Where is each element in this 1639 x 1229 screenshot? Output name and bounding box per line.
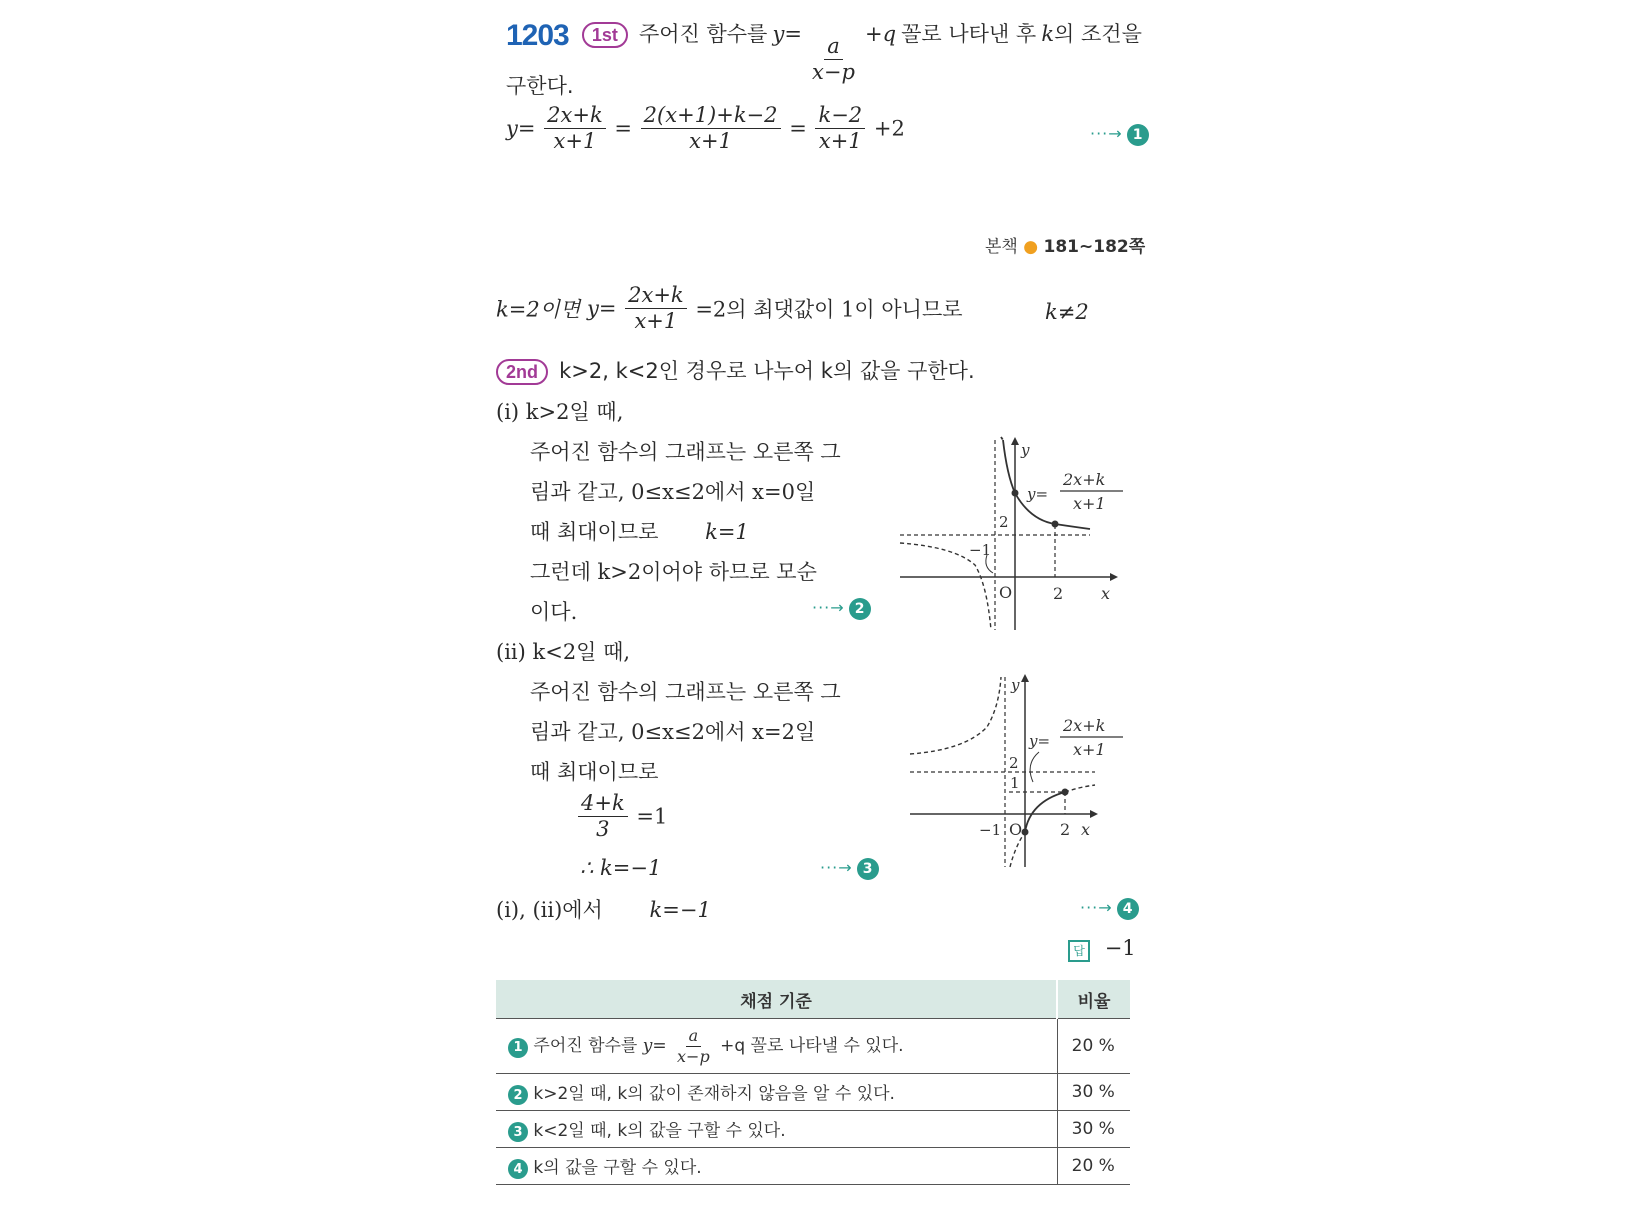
marker-2-line: [812, 598, 871, 620]
k2-text: k=2이면: [496, 297, 581, 322]
grading-criteria-table: [496, 980, 1130, 1185]
table-header-row: [496, 980, 1130, 1019]
step1-tag: 1st: [582, 22, 628, 48]
case1-line3: [530, 516, 749, 546]
step1-text-b: 꼴로 나타낸 후: [901, 22, 1037, 46]
marker-3: 3: [857, 858, 879, 880]
step1-y-eq: y=: [772, 22, 802, 46]
x-arrow-icon: [1090, 810, 1098, 818]
ratio-header: 비율: [1057, 980, 1130, 1019]
table-row: [496, 1074, 1130, 1111]
criteria-cell: [496, 1148, 1057, 1185]
dots-arrow-icon: ···→: [1090, 124, 1123, 143]
problem-header: [506, 18, 1142, 84]
row3-text: k<2일 때, k의 값을 구할 수 있다.: [533, 1120, 786, 1141]
ratio-cell: 20 %: [1057, 1019, 1130, 1074]
k2-y: y=: [586, 296, 617, 321]
point-x2: [1062, 789, 1069, 796]
graph2-label-y2: 2: [1009, 754, 1019, 772]
case2-frac-den: 3: [596, 817, 610, 842]
graph1-origin: O: [999, 583, 1013, 602]
case2-line3: 때 최대이므로: [530, 760, 659, 784]
eq1-equals: =: [614, 116, 632, 141]
row1-text-a: 주어진 함수를: [533, 1036, 638, 1056]
case1-line1: 주어진 함수의 그래프는 오른쪽 그: [530, 440, 841, 464]
curve-right-branch: [1025, 792, 1065, 832]
case1-k1: k=1: [705, 520, 749, 544]
row1-text-b: +q 꼴로 나타낼 수 있다.: [720, 1036, 904, 1056]
graph2-origin: O: [1009, 820, 1023, 839]
marker-4-line: [1080, 898, 1139, 920]
y-arrow-icon: [1011, 437, 1019, 445]
problem-number: 1203: [506, 19, 569, 52]
graph1-label-x2: 2: [1053, 584, 1064, 603]
curve-left-branch: [910, 677, 1001, 754]
eq1-frac2-num: 2(x+1)+k−2: [641, 104, 781, 129]
case2-line2: 림과 같고, 0≤x≤2에서 x=2일: [530, 720, 816, 744]
eq1-frac2-den: x+1: [689, 129, 732, 154]
bullet-dot-icon: ●: [1023, 237, 1039, 257]
eq1-plus2: +2: [873, 116, 905, 141]
case2-frac: [578, 792, 628, 841]
conclusion-text: (i), (ii)에서: [496, 898, 603, 922]
eq1-frac1-den: x+1: [553, 129, 597, 154]
graph1-curve-y: y=: [1027, 485, 1049, 503]
k2-frac-den: x+1: [634, 309, 678, 334]
point-x0: [1012, 490, 1019, 497]
eq1-frac3-den: x+1: [818, 129, 862, 154]
case2-therefore: ∴ k=−1: [580, 856, 662, 880]
case2-line1: 주어진 함수의 그래프는 오른쪽 그: [530, 680, 841, 704]
step2-tag: 2nd: [496, 359, 548, 385]
graph2-label-y1: 1: [1010, 774, 1020, 792]
case2-eq1: =1: [636, 804, 668, 829]
x-arrow-icon: [1110, 573, 1118, 581]
marker-3-line: [820, 858, 879, 880]
dots-arrow-icon: ···→: [1080, 898, 1113, 917]
step1-frac-num: a: [824, 35, 843, 60]
case2-head: (ii) k<2일 때,: [496, 640, 631, 664]
criteria-cell: [496, 1111, 1057, 1148]
case1-line5: 이다.: [530, 600, 578, 624]
step1-frac-den: x−p: [812, 60, 855, 85]
step1-text-a: 주어진 함수를: [638, 22, 768, 46]
row4-text: k의 값을 구할 수 있다.: [533, 1157, 702, 1178]
k-equals-2-line: [496, 284, 963, 333]
marker-2: 2: [849, 598, 871, 620]
row1-frac-num: a: [686, 1027, 702, 1047]
graph2-x-label: x: [1081, 820, 1091, 839]
eq1-frac3: [815, 104, 865, 153]
case2-equation: [576, 792, 667, 841]
eq1-frac1-num: 2x+k: [544, 104, 606, 129]
conclusion-value: k=−1: [649, 898, 711, 922]
graph2-y-label: y: [1011, 676, 1020, 694]
table-row: [496, 1148, 1130, 1185]
row1-frac: [674, 1027, 713, 1065]
point-x2: [1052, 521, 1059, 528]
answer-value: −1: [1104, 936, 1136, 960]
row-marker: 1: [508, 1038, 528, 1058]
case2-frac-num: 4+k: [578, 792, 628, 817]
graph2-curve-y: y=: [1029, 732, 1051, 750]
marker-1-line: [1090, 124, 1149, 146]
table-row: [496, 1111, 1130, 1148]
case1-line4: 그런데 k>2이어야 하므로 모순: [530, 560, 817, 584]
page-reference: [985, 232, 1145, 257]
row-marker: 3: [508, 1122, 528, 1142]
graph2-curve-den: x+1: [1073, 740, 1106, 759]
dots-arrow-icon: ···→: [812, 598, 845, 617]
case1-head: (i) k>2일 때,: [496, 400, 624, 424]
table-row: [496, 1019, 1130, 1074]
eq1-frac1: [544, 104, 606, 153]
equation-1: [506, 104, 905, 153]
dots-arrow-icon: ···→: [820, 858, 853, 877]
graph1-label-y2: 2: [999, 513, 1009, 531]
criteria-cell: [496, 1019, 1057, 1074]
graph1-label-xneg1: −1: [969, 541, 992, 559]
k2-frac: [625, 284, 687, 333]
point-x0: [1022, 829, 1029, 836]
ratio-cell: 30 %: [1057, 1111, 1130, 1148]
graph1-curve-den: x+1: [1073, 494, 1106, 513]
step1-fraction: [809, 35, 858, 84]
marker-1: 1: [1127, 124, 1149, 146]
y-arrow-icon: [1021, 674, 1029, 682]
row-marker: 4: [508, 1159, 528, 1179]
case1-line3a: 때 최대이므로: [530, 520, 659, 544]
criteria-cell: [496, 1074, 1057, 1111]
k2-frac-num: 2x+k: [625, 284, 687, 309]
eq1-equals-2: =: [789, 116, 807, 141]
answer-line: [1068, 936, 1136, 962]
case1-line2: 림과 같고, 0≤x≤2에서 x=0일: [530, 480, 816, 504]
graph1-y-label: y: [1021, 441, 1030, 459]
criteria-header: 채점 기준: [496, 980, 1057, 1019]
conclusion-line: [496, 894, 711, 924]
eq1-y: y=: [506, 116, 536, 141]
graph-case1: [895, 435, 1135, 635]
graph1-curve-num: 2x+k: [1063, 470, 1106, 489]
row1-y: y=: [642, 1036, 667, 1056]
ratio-cell: 20 %: [1057, 1148, 1130, 1185]
k2-rest: =2의 최댓값이 1이 아니므로: [695, 297, 963, 322]
graph1-x-label: x: [1101, 584, 1111, 603]
graph2-label-xneg1: −1: [979, 821, 1002, 839]
step1-k: k: [1041, 22, 1055, 46]
row1-frac-den: x−p: [677, 1046, 710, 1066]
ref-pages: 181~182쪽: [1043, 237, 1146, 257]
step1-text-c: 의 조건을: [1054, 22, 1142, 46]
marker-4: 4: [1117, 898, 1139, 920]
eq1-frac2: [641, 104, 781, 153]
ratio-cell: 30 %: [1057, 1074, 1130, 1111]
step1-plus-q: +q: [865, 22, 897, 46]
eq1-frac3-num: k−2: [815, 104, 865, 129]
answer-icon: 답: [1068, 940, 1090, 962]
row2-text: k>2일 때, k의 값이 존재하지 않음을 알 수 있다.: [533, 1083, 895, 1104]
graph-case2: [905, 672, 1135, 872]
row-marker: 2: [508, 1085, 528, 1105]
step2-text: k>2, k<2인 경우로 나누어 k의 값을 구한다.: [559, 359, 975, 383]
k-not-2: k≠2: [1045, 300, 1089, 324]
step2-line: [496, 355, 975, 385]
graph2-label-x2: 2: [1060, 820, 1071, 839]
step1-line2: 구한다.: [506, 74, 574, 98]
graph2-curve-num: 2x+k: [1063, 716, 1106, 735]
ref-label: 본책: [985, 237, 1018, 257]
